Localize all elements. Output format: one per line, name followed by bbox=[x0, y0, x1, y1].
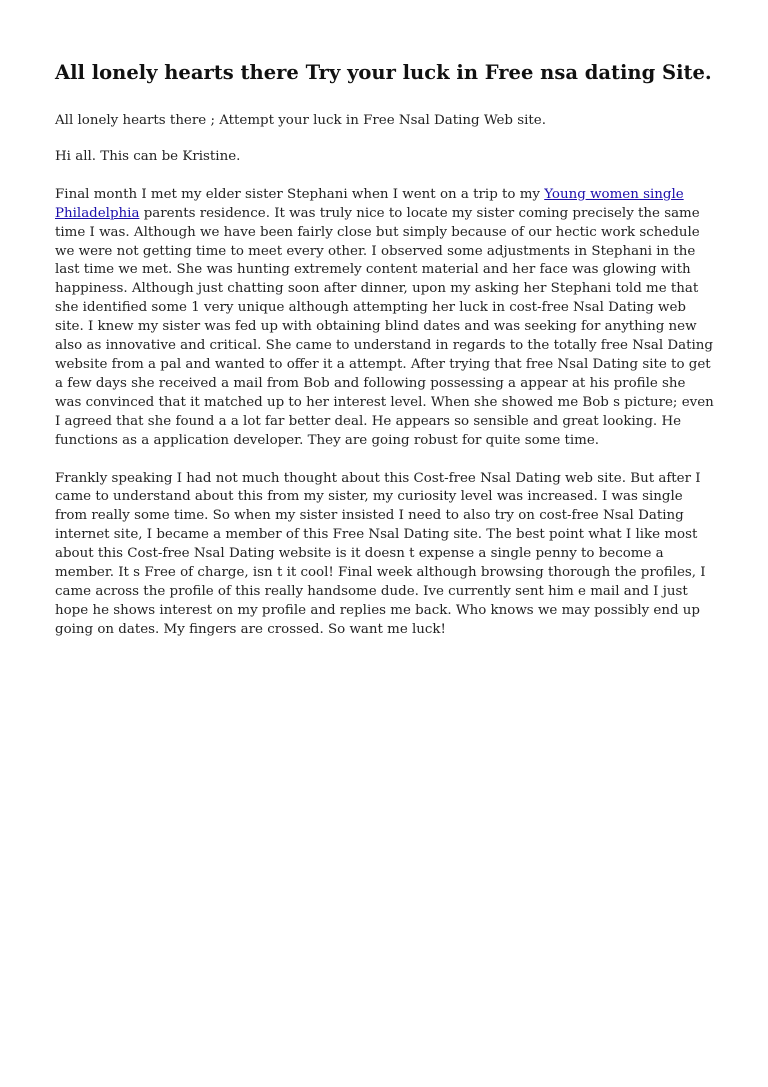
story-paragraph-2: Frankly speaking I had not much thought about this Cost-free Nsal Dating web site. But after I came to understand about this from my sister, my curiosity level was increased. I was single from really some time. So when my sister insisted I need to also try on cost-free Nsal Dating internet site, I became a member of this Free Nsal Dating site. The best point what I like most about this Cost-free Nsal Dating website is it doesn t expense a single penny to become a member. It s Free of charge, isn t it cool! Final week although browsing thorough the profiles, I came across the profile of this really handsome dude. Ive currently sent him e mail and I just hope he shows interest on my profile and replies me back. Who knows we may possibly end up going on dates. My fingers are crossed. So want me luck! bbox=[55, 470, 706, 637]
document-page bbox=[55, 58, 715, 659]
lead-paragraph: All lonely hearts there ; Attempt your luck in Free Nsal Dating Web site. bbox=[55, 113, 546, 128]
greeting-paragraph: Hi all. This can be Kristine. bbox=[55, 148, 241, 164]
paragraph-1-text-after-link: parents residence. It was truly nice to locate my sister coming precisely the same time I was. Although we have been fairly close but simply because of our hectic work schedule we were not getting time to meet every other. I observed some adjustments in Stephani in the last time we met. She was hunting extremely content material and her face was glowing with happiness. Although just chatting soon after dinner, upon my asking her Stephani told me that she identified some 1 very unique although attempting her luck in cost-free Nsal Dating web site. I knew my sister was fed up with obtaining blind dates and was seeking for anything new also as innovative and critical. She came to understand in regards to the totally free Nsal Dating website from a pal and wanted to offer it a attempt. After trying that free Nsal Dating site to get a few days she received a mail from Bob and following possessing a appear at his profile she was convinced that it matched up to her interest level. When she showed me Bob s picture; even I agreed that she found a a lot far better deal. He appears so sensible and great looking. He functions as a application developer. They are going robust for quite some time. bbox=[55, 205, 714, 448]
story-paragraph-1 bbox=[55, 186, 715, 451]
young-women-single-philadelphia-link[interactable]: Young women single Philadelphia bbox=[55, 186, 684, 221]
page-title: All lonely hearts there Try your luck in Free nsa dating Site. bbox=[55, 61, 712, 84]
paragraph-1-text-before-link: Final month I met my elder sister Stephani when I went on a trip to my bbox=[55, 186, 545, 202]
